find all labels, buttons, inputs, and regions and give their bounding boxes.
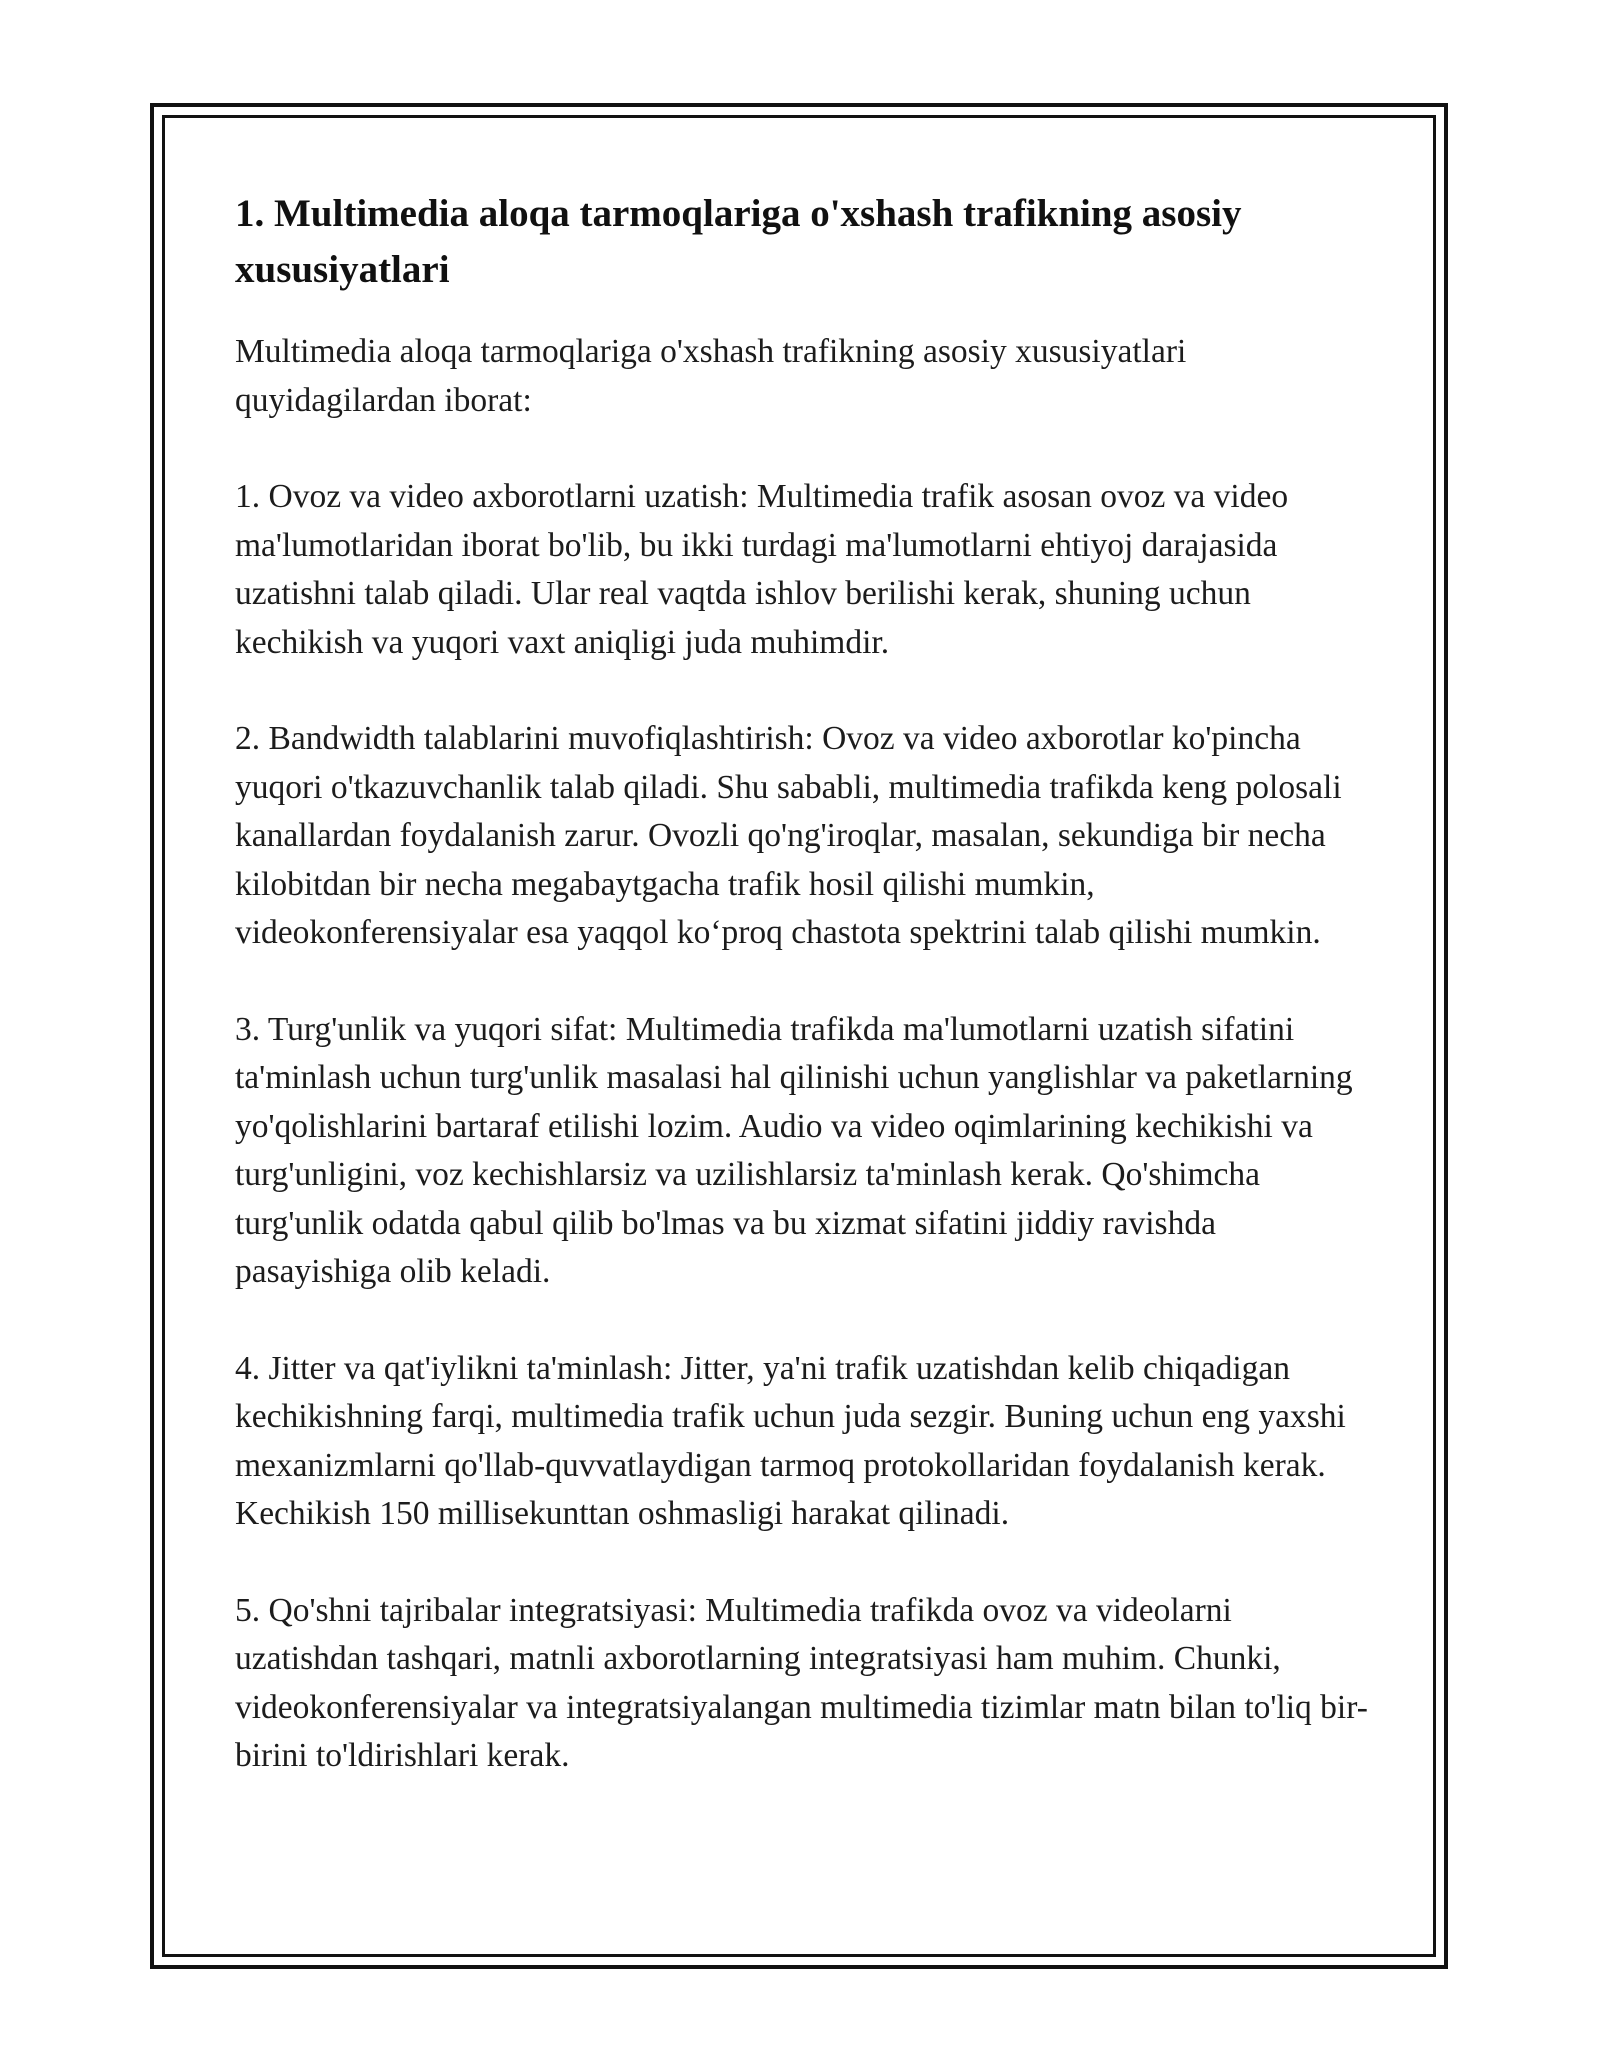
section-heading: 1. Multimedia aloqa tarmoqlariga o'xshash trafikning asosiy xususiyatlari <box>235 192 1242 291</box>
list-item-4: 4. Jitter va qat'iylikni ta'minlash: Jitter, ya'ni trafik uzatishdan kelib chiqadigan kechikishning farqi, multimedia trafik uchun juda sezgir. Buning uchun eng yaxshi mexanizmlarni qo'llab-quvvatlaydigan tarmoq protokollaridan foydalanish kerak. Kechikish 150 millisekunttan oshmasligi harakat qilinadi. <box>235 1349 1346 1532</box>
list-item-1: 1. Ovoz va video axborotlarni uzatish: Multimedia trafik asosan ovoz va video ma'lumotlaridan iborat bo'lib, bu ikki turdagi ma'lumotlarni ehtiyoj darajasida uzatishni talab qiladi. Ular real vaqtda ishlov berilishi kerak, shuning uchun kechikish va yuqori vaxt aniqligi juda muhimdir. <box>235 478 1289 661</box>
list-item-3: 3. Turg'unlik va yuqori sifat: Multimedia trafikda ma'lumotlarni uzatish sifatini ta'minlash uchun turg'unlik masalasi hal qilinishi uchun yanglishlar va paketlarning yo'qolishlarini bartaraf etilishi lozim. Audio va video oqimlarining kechikishi va turg'unligini, voz kechishlarsiz va uzilishlarsiz ta'minlash kerak. Qo'shimcha turg'unlik odatda qabul qilib bo'lmas va bu xizmat sifatini jiddiy ravishda pasayishiga olib keladi. <box>235 1010 1353 1290</box>
document-body <box>235 186 1375 1829</box>
list-item-5: 5. Qo'shni tajribalar integratsiyasi: Multimedia trafikda ovoz va videolarni uzatishdan tashqari, matnli axborotlarning integratsiyasi ham muhim. Chunki, videokonferensiyalar va integratsiyalangan multimedia tizimlar matn bilan to'liq bir-birini to'ldirishlari kerak. <box>235 1591 1368 1774</box>
list-item-2: 2. Bandwidth talablarini muvofiqlashtirish: Ovoz va video axborotlar ko'pincha yuqori o'tkazuvchanlik talab qiladi. Shu sababli, multimedia trafikda keng polosali kanallardan foydalanish zarur. Ovozli qo'ng'iroqlar, masalan, sekundiga bir necha kilobitdan bir necha megabaytgacha trafik hosil qilishi mumkin, videokonferensiyalar esa yaqqol ko‘proq chastota spektrini talab qilishi mumkin. <box>235 720 1342 951</box>
intro-paragraph: Multimedia aloqa tarmoqlariga o'xshash trafikning asosiy xususiyatlari quyidagilardan iborat: <box>235 333 1187 419</box>
